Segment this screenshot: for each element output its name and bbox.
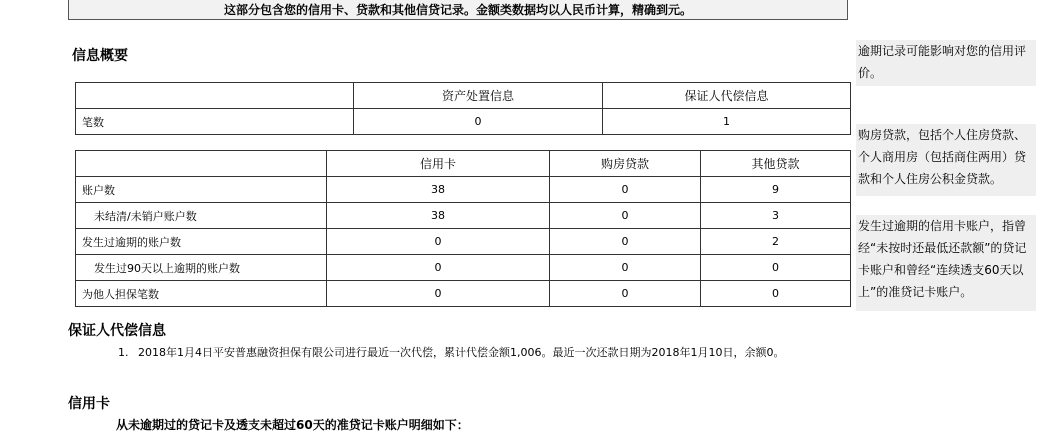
table-cell: 0 [701,281,851,307]
table1-corner [76,83,354,109]
table1-header: 资产处置信息 [354,83,603,109]
table-cell: 38 [327,177,550,203]
row-label: 为他人担保笔数 [76,281,327,307]
table2-header: 购房贷款 [550,151,701,177]
credit-card-subtitle: 从未逾期过的贷记卡及透支未超过60天的准贷记卡账户明细如下： [116,418,469,432]
guarantor-title: 保证人代偿信息 [68,323,166,339]
table-row [76,177,851,203]
table1-cell: 0 [354,109,603,135]
overview-table-1 [75,82,851,135]
table-cell: 0 [327,255,550,281]
table-cell: 0 [550,255,701,281]
row-label: 发生过逾期的账户数 [76,229,327,255]
table-cell: 0 [701,255,851,281]
table-cell: 0 [550,177,701,203]
table-cell: 0 [550,229,701,255]
side-note: 发生过逾期的信用卡账户，指曾经“未按时还最低还款额”的贷记卡账户和曾经“连续透支60天以上”的准贷记卡账户。 [856,215,1036,311]
table2-corner [76,151,327,177]
overview-table-2 [75,150,851,307]
table-row [76,203,851,229]
credit-card-title: 信用卡 [68,396,110,412]
table-cell: 2 [701,229,851,255]
banner-text: 这部分包含您的信用卡、贷款和其他信贷记录。金额类数据均以人民币计算，精确到元。 [223,3,692,17]
list-text: 2018年1月4日平安普惠融资担保有限公司进行最近一次代偿，累计代偿金额1,006。最近一次还款日期为2018年1月10日，余额0。 [138,346,785,359]
table-cell: 0 [550,203,701,229]
table-cell: 9 [701,177,851,203]
table2-header: 其他贷款 [701,151,851,177]
table-cell: 3 [701,203,851,229]
row-label: 账户数 [76,177,327,203]
table-cell: 0 [550,281,701,307]
list-item [118,344,784,360]
table-row [76,255,851,281]
side-note: 购房贷款，包括个人住房贷款、个人商用房（包括商住两用）贷款和个人住房公积金贷款。 [856,124,1036,196]
table1-cell: 1 [603,109,851,135]
side-note: 逾期记录可能影响对您的信用评价。 [856,40,1036,86]
section-banner [68,0,848,20]
table-cell: 38 [327,203,550,229]
table2-header: 信用卡 [327,151,550,177]
table-row [76,281,851,307]
row-label: 发生过90天以上逾期的账户数 [76,255,327,281]
table-cell: 0 [327,229,550,255]
table1-row-label: 笔数 [76,109,354,135]
table-row [76,229,851,255]
list-number: 1. [118,346,129,359]
overview-title: 信息概要 [72,48,128,64]
row-label: 未结清/未销户账户数 [76,203,327,229]
table-cell: 0 [327,281,550,307]
table1-header: 保证人代偿信息 [603,83,851,109]
